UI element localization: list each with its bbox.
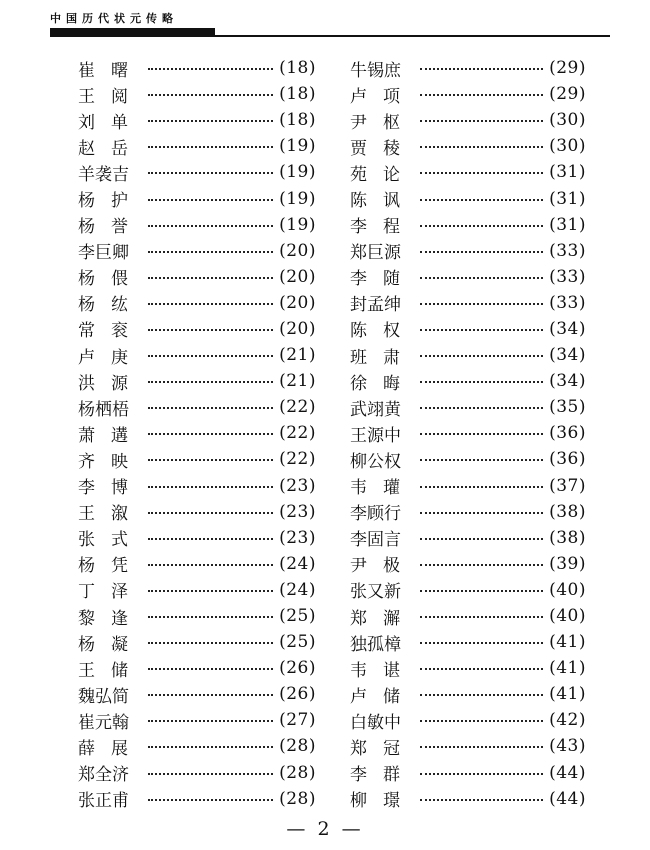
entry-page-number: (36) [549,449,586,470]
toc-entry [78,733,316,759]
dot-leader [420,616,543,618]
entry-name: 薛展 [78,738,144,759]
entry-name: 王溆 [78,504,144,525]
toc-entry [350,420,586,446]
entry-page-number: (22) [279,423,316,444]
entry-page-number: (31) [549,188,586,209]
entry-page-number: (27) [279,710,316,731]
entry-page-number: (31) [549,214,586,235]
entry-name: 尹极 [350,556,416,577]
toc-entry [78,212,316,238]
toc-entry [78,81,316,107]
toc-entry [350,107,586,133]
page-number: — 2 — [286,818,364,840]
entry-page-number: (44) [549,762,586,783]
dot-leader [420,720,543,722]
entry-page-number: (29) [549,84,586,105]
toc-entry [78,185,316,211]
entry-name: 李群 [350,765,416,786]
entry-page-number: (34) [549,318,586,339]
entry-name: 王阅 [78,86,144,107]
header-rule-thin [50,35,610,37]
entry-name: 郑全济 [78,765,129,786]
entry-name: 洪源 [78,373,144,394]
dot-leader [420,590,543,592]
entry-page-number: (40) [549,579,586,600]
entry-page-number: (18) [279,58,316,79]
entry-page-number: (41) [549,632,586,653]
dot-leader [148,329,273,331]
entry-page-number: (25) [279,606,316,627]
entry-name: 崔曙 [78,60,144,81]
dot-leader [148,720,273,722]
dot-leader [148,225,273,227]
toc-entry [78,499,316,525]
entry-name: 丁泽 [78,582,144,603]
toc-entry [78,760,316,786]
dot-leader [420,146,543,148]
toc-entry [78,238,316,264]
dot-leader [420,433,543,435]
entry-page-number: (20) [279,318,316,339]
dot-leader [148,68,273,70]
entry-name: 郑巨源 [350,243,401,264]
dot-leader [420,277,543,279]
dot-leader [420,642,543,644]
entry-page-number: (35) [549,397,586,418]
dot-leader [420,199,543,201]
entry-name: 卢储 [350,686,416,707]
toc-entry [78,420,316,446]
toc-entry [350,681,586,707]
toc-entry [350,368,586,394]
entry-name: 李程 [350,217,416,238]
entry-page-number: (33) [549,240,586,261]
entry-page-number: (28) [279,762,316,783]
dot-leader [148,773,273,775]
entry-name: 封孟绅 [350,295,401,316]
dot-leader [420,486,543,488]
toc-entry [350,707,586,733]
entry-page-number: (38) [549,501,586,522]
entry-page-number: (29) [549,58,586,79]
dot-leader [420,668,543,670]
entry-name: 王源中 [350,425,401,446]
entry-name: 黎逢 [78,608,144,629]
dot-leader [420,172,543,174]
dot-leader [420,538,543,540]
toc-entry [78,133,316,159]
entry-page-number: (24) [279,553,316,574]
dot-leader [148,172,273,174]
entry-page-number: (23) [279,475,316,496]
toc-entry [78,159,316,185]
toc-entry [350,760,586,786]
entry-page-number: (19) [279,188,316,209]
dot-leader [420,120,543,122]
entry-page-number: (42) [549,710,586,731]
dot-leader [148,94,273,96]
dot-leader [148,694,273,696]
dot-leader [148,564,273,566]
entry-page-number: (23) [279,527,316,548]
toc-entry [78,629,316,655]
entry-name: 郑冠 [350,738,416,759]
entry-page-number: (43) [549,736,586,757]
toc-entry [78,681,316,707]
entry-name: 杨誉 [78,217,144,238]
dot-leader [148,146,273,148]
toc-entry [78,577,316,603]
entry-page-number: (19) [279,136,316,157]
entry-page-number: (31) [549,162,586,183]
entry-name: 贾稜 [350,138,416,159]
entry-name: 杨栖梧 [78,399,129,420]
entry-name: 牛锡庶 [350,60,401,81]
entry-page-number: (22) [279,449,316,470]
entry-page-number: (20) [279,266,316,287]
toc-entry [78,107,316,133]
entry-page-number: (19) [279,214,316,235]
entry-name: 杨凭 [78,556,144,577]
dot-leader [148,616,273,618]
dot-leader [148,512,273,514]
dot-leader [420,407,543,409]
toc-entry [350,185,586,211]
toc-entry [350,212,586,238]
entry-page-number: (34) [549,371,586,392]
entry-name: 班肃 [350,347,416,368]
entry-page-number: (21) [279,371,316,392]
dot-leader [420,225,543,227]
entry-name: 杨护 [78,191,144,212]
entry-page-number: (37) [549,475,586,496]
entry-page-number: (22) [279,397,316,418]
entry-name: 杨纮 [78,295,144,316]
dot-leader [148,277,273,279]
entry-name: 独孤樟 [350,634,401,655]
dot-leader [420,564,543,566]
entry-name: 魏弘简 [78,686,129,707]
toc-entry [350,525,586,551]
dot-leader [148,303,273,305]
dot-leader [420,94,543,96]
entry-name: 李巨卿 [78,243,129,264]
toc-right-column [350,55,586,812]
toc-entry [350,238,586,264]
entry-name: 韦谌 [350,660,416,681]
toc-entry [350,290,586,316]
running-header [50,6,610,46]
entry-name: 柳公权 [350,451,401,472]
entry-page-number: (41) [549,684,586,705]
entry-name: 苑论 [350,164,416,185]
dot-leader [148,381,273,383]
toc-entry [78,55,316,81]
dot-leader [420,251,543,253]
entry-name: 羊袭吉 [78,164,129,185]
entry-page-number: (19) [279,162,316,183]
toc-entry [350,733,586,759]
entry-name: 萧遘 [78,425,144,446]
entry-name: 刘单 [78,112,144,133]
entry-page-number: (21) [279,345,316,366]
entry-page-number: (28) [279,788,316,809]
toc-entry [78,446,316,472]
toc-entry [350,394,586,420]
entry-name: 陈权 [350,321,416,342]
book-title: 中国历代状元传略 [50,12,178,25]
entry-name: 李博 [78,478,144,499]
entry-page-number: (41) [549,658,586,679]
dot-leader [148,120,273,122]
dot-leader [148,355,273,357]
toc-entry [350,264,586,290]
entry-name: 常衮 [78,321,144,342]
dot-leader [148,799,273,801]
toc-entry [350,551,586,577]
entry-name: 李随 [350,269,416,290]
entry-page-number: (33) [549,266,586,287]
dot-leader [420,68,543,70]
dot-leader [420,329,543,331]
toc-entry [78,603,316,629]
entry-page-number: (18) [279,110,316,131]
toc-left-column [78,55,316,812]
dot-leader [148,486,273,488]
entry-name: 柳璟 [350,791,416,812]
dot-leader [148,433,273,435]
toc-entry [350,655,586,681]
entry-name: 韦瓘 [350,478,416,499]
entry-name: 武翊黄 [350,399,401,420]
toc-entry [78,786,316,812]
toc-entry [78,707,316,733]
toc-entry [78,394,316,420]
toc-entry [350,159,586,185]
entry-name: 崔元翰 [78,712,129,733]
toc-entry [350,55,586,81]
entry-page-number: (26) [279,658,316,679]
entry-page-number: (20) [279,240,316,261]
toc-entry [350,786,586,812]
dot-leader [148,407,273,409]
entry-page-number: (20) [279,292,316,313]
toc-entry [78,655,316,681]
entry-page-number: (18) [279,84,316,105]
entry-page-number: (30) [549,136,586,157]
entry-name: 郑澥 [350,608,416,629]
entry-name: 卢庚 [78,347,144,368]
entry-page-number: (23) [279,501,316,522]
entry-name: 王储 [78,660,144,681]
dot-leader [420,355,543,357]
dot-leader [420,694,543,696]
toc-entry [78,342,316,368]
entry-page-number: (40) [549,606,586,627]
dot-leader [420,459,543,461]
entry-name: 卢项 [350,86,416,107]
entry-name: 张又新 [350,582,401,603]
entry-name: 徐晦 [350,373,416,394]
entry-name: 白敏中 [350,712,401,733]
entry-name: 陈讽 [350,191,416,212]
toc-entry [350,499,586,525]
toc-entry [350,603,586,629]
toc-entry [350,133,586,159]
entry-name: 尹枢 [350,112,416,133]
entry-page-number: (25) [279,632,316,653]
dot-leader [420,773,543,775]
entry-page-number: (34) [549,345,586,366]
entry-page-number: (30) [549,110,586,131]
dot-leader [148,746,273,748]
toc-entry [350,316,586,342]
dot-leader [148,642,273,644]
dot-leader [148,590,273,592]
entry-page-number: (36) [549,423,586,444]
toc-entry [78,316,316,342]
dot-leader [148,459,273,461]
dot-leader [148,668,273,670]
entry-page-number: (26) [279,684,316,705]
entry-page-number: (39) [549,553,586,574]
toc-entry [350,342,586,368]
dot-leader [420,381,543,383]
toc-entry [78,264,316,290]
entry-name: 李顾行 [350,504,401,525]
toc-entry [78,290,316,316]
dot-leader [148,538,273,540]
entry-name: 张式 [78,530,144,551]
entry-name: 李固言 [350,530,401,551]
entry-name: 张正甫 [78,791,129,812]
entry-name: 杨偎 [78,269,144,290]
entry-page-number: (24) [279,579,316,600]
dot-leader [420,799,543,801]
toc-entry [78,525,316,551]
toc-entry [350,629,586,655]
dot-leader [148,251,273,253]
entry-page-number: (44) [549,788,586,809]
entry-name: 齐映 [78,451,144,472]
header-rule-thick [50,28,215,35]
toc-entry [350,446,586,472]
toc-entry [78,473,316,499]
entry-name: 杨凝 [78,634,144,655]
dot-leader [420,512,543,514]
dot-leader [148,199,273,201]
entry-name: 赵岳 [78,138,144,159]
toc-entry [350,577,586,603]
toc-entry [350,473,586,499]
dot-leader [420,746,543,748]
toc-entry [78,368,316,394]
entry-page-number: (38) [549,527,586,548]
dot-leader [420,303,543,305]
entry-page-number: (28) [279,736,316,757]
toc-entry [78,551,316,577]
entry-page-number: (33) [549,292,586,313]
toc-entry [350,81,586,107]
